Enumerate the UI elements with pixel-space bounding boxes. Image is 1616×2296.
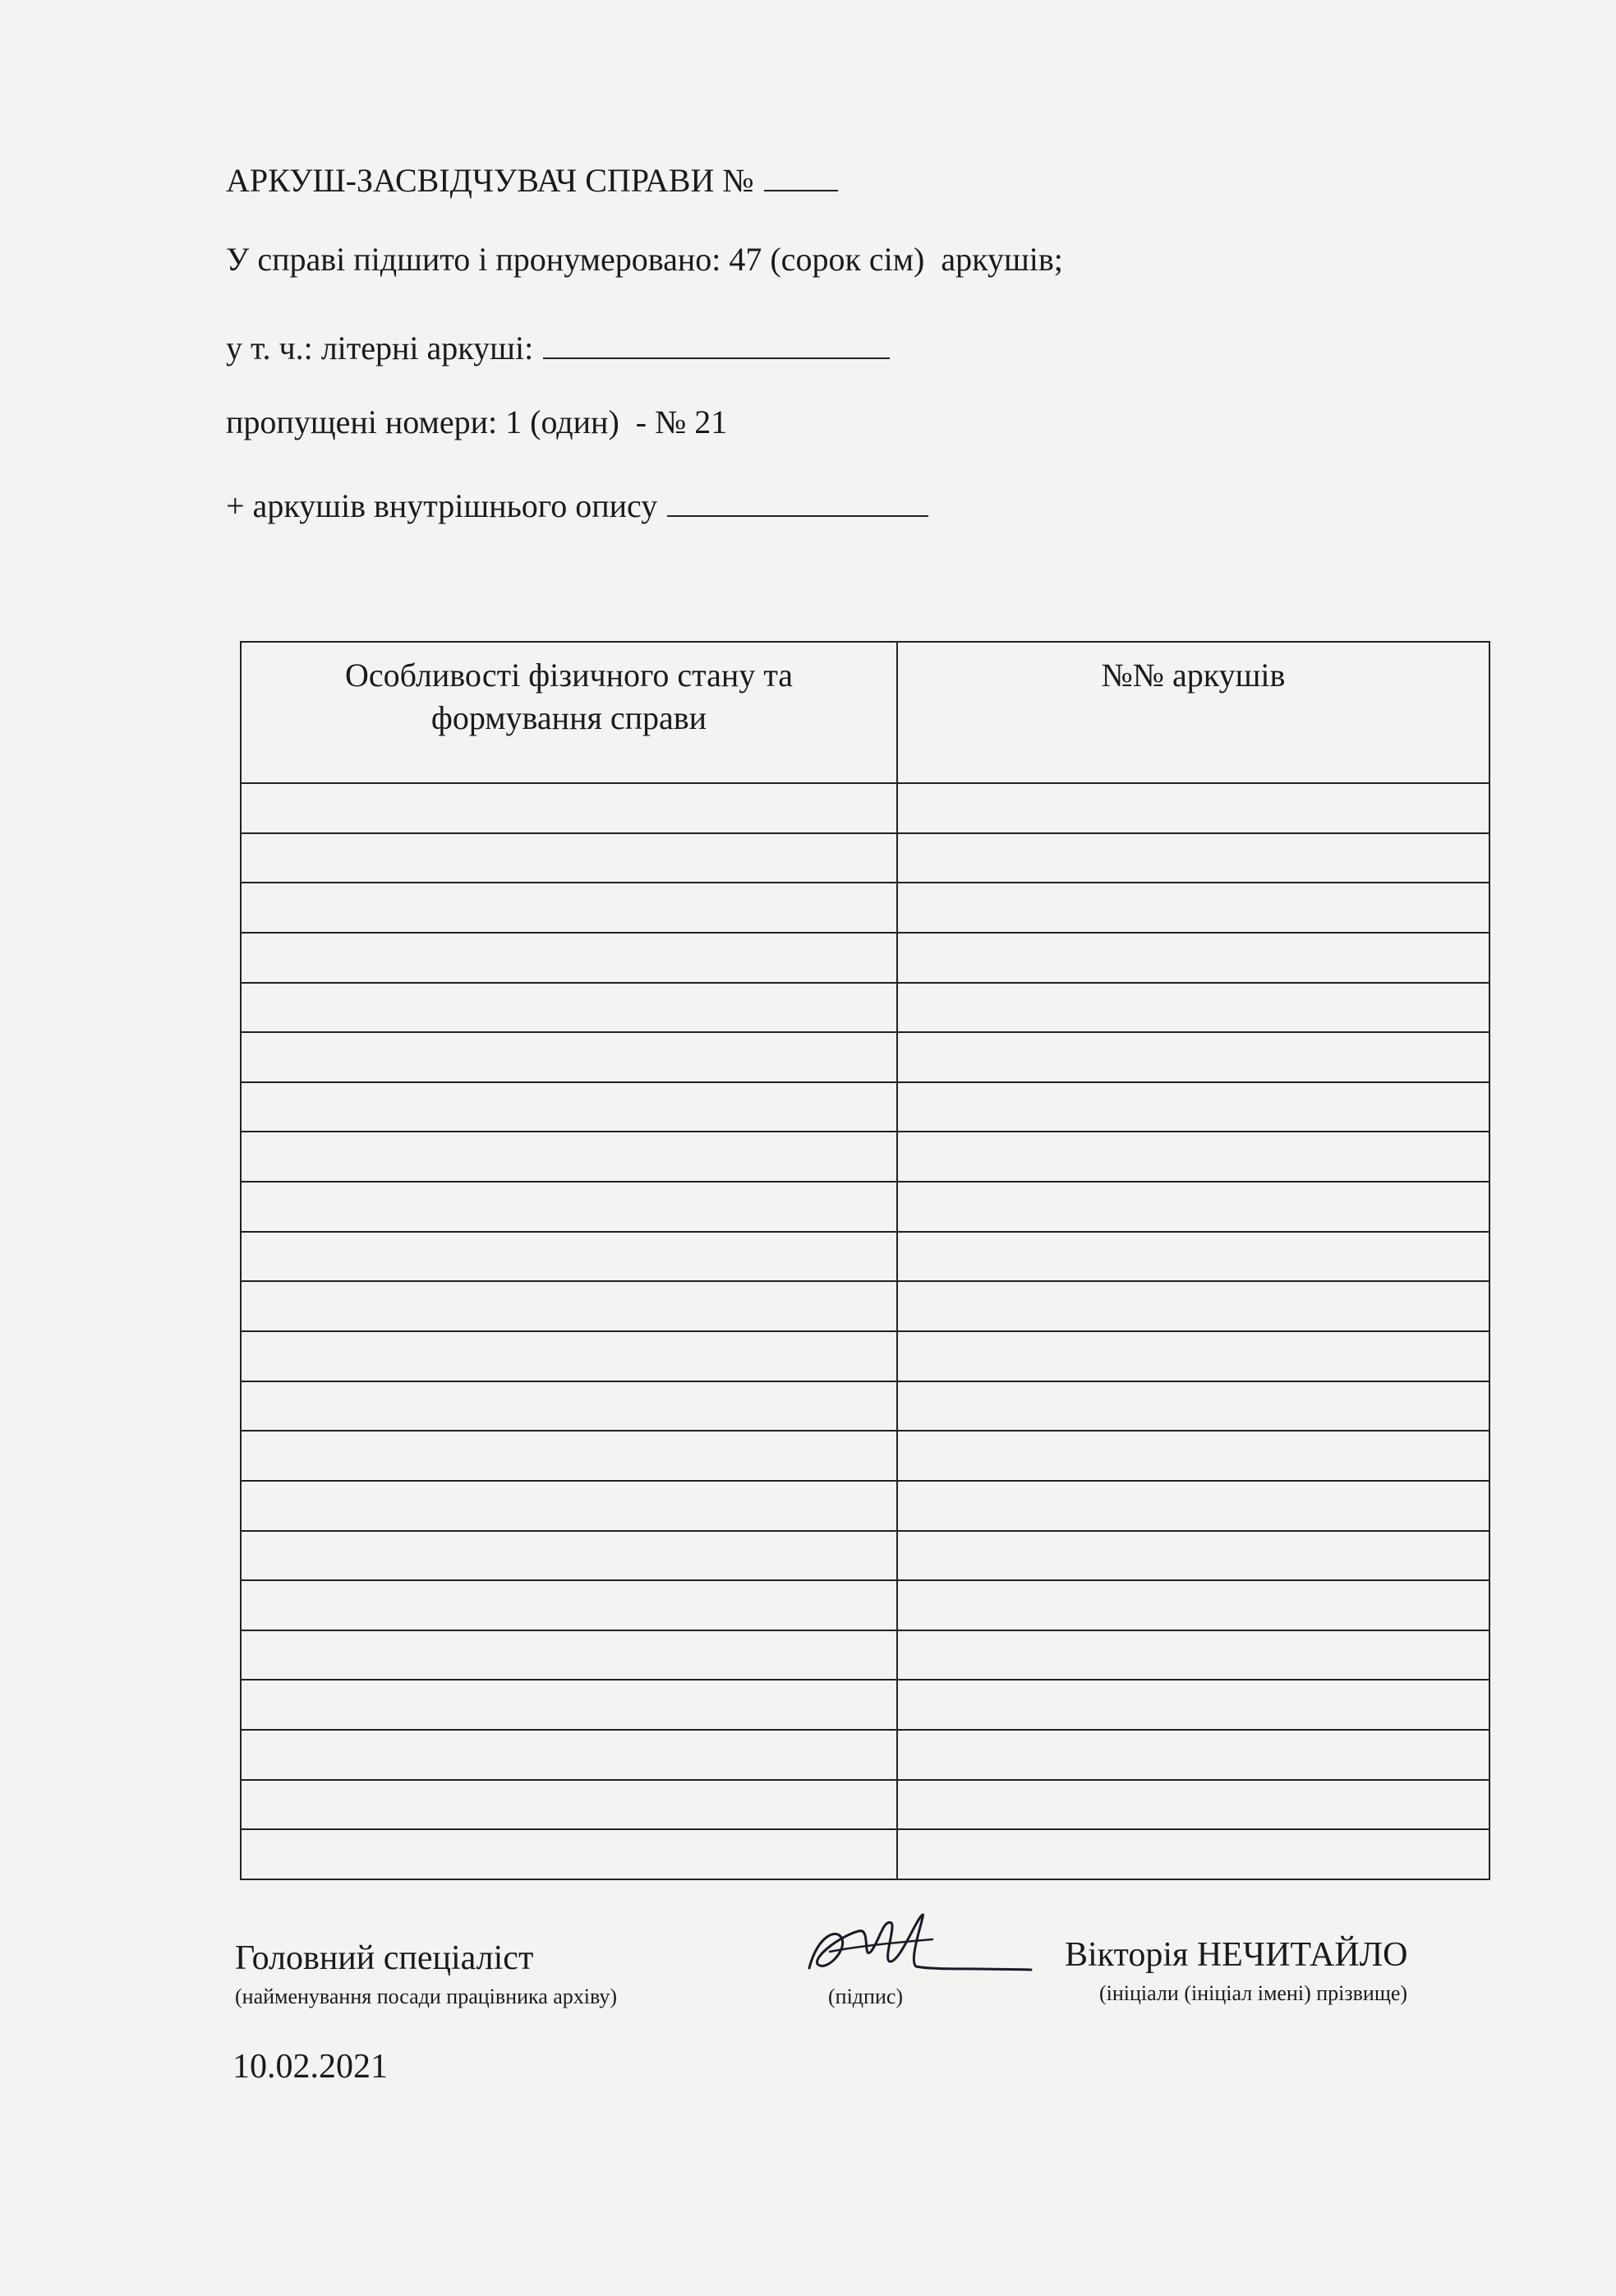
position-title: Головний спеціаліст <box>235 1939 534 1977</box>
physical-state-table <box>240 641 1490 1880</box>
table-row-line <box>242 882 1489 883</box>
table-row-line <box>242 1081 1489 1083</box>
document-title: АРКУШ-ЗАСВІДЧУВАЧ СПРАВИ № <box>226 161 838 201</box>
table-row-line <box>242 1131 1489 1132</box>
table-row-line <box>242 782 1489 784</box>
table-row-line <box>242 1031 1489 1033</box>
signatory-name: Вікторія НЕЧИТАЙЛО <box>1065 1936 1408 1974</box>
table-row-line <box>242 1779 1489 1781</box>
table-row-line <box>242 1679 1489 1681</box>
table-row-line <box>242 1280 1489 1282</box>
internal-inventory-blank <box>667 487 928 517</box>
table-row-line <box>242 1579 1489 1581</box>
sheets-count-line: У справі підшито і пронумеровано: 47 (сорок сім) аркушів; <box>226 241 1063 278</box>
letter-sheets-blank <box>543 330 890 359</box>
document-date: 10.02.2021 <box>233 2048 388 2086</box>
skipped-numbers-line: пропущені номери: 1 (один) - № 21 <box>226 403 728 440</box>
table-row-line <box>242 1630 1489 1631</box>
letter-sheets-line: у т. ч.: літерні аркуші: <box>226 329 890 368</box>
table-row-line <box>242 1381 1489 1382</box>
column-header-physical-state: Особливості фізичного стану та формування справи <box>344 657 794 736</box>
table-row-line <box>242 832 1489 834</box>
table-row-line <box>242 1231 1489 1233</box>
case-number-blank <box>764 162 838 191</box>
column-header-sheet-numbers: №№ аркушів <box>1101 657 1286 694</box>
name-note: (ініціали (ініціал імені) прізвище) <box>1099 1981 1408 2005</box>
internal-inventory-line: + аркушів внутрішнього опису <box>226 486 928 526</box>
table-row-line <box>242 932 1489 934</box>
table-row-line <box>242 1828 1489 1830</box>
signature-note: (підпис) <box>828 1985 904 2008</box>
table-row-line <box>242 1430 1489 1432</box>
table-column-divider <box>896 643 898 1879</box>
position-note: (найменування посади працівника архіву) <box>235 1985 618 2008</box>
handwritten-signature <box>793 1902 1039 1993</box>
table-row-line <box>242 982 1489 984</box>
table-row-line <box>242 1330 1489 1332</box>
table-row-line <box>242 1480 1489 1482</box>
table-row-line <box>242 1530 1489 1532</box>
table-row-line <box>242 1181 1489 1183</box>
table-row-line <box>242 1729 1489 1731</box>
